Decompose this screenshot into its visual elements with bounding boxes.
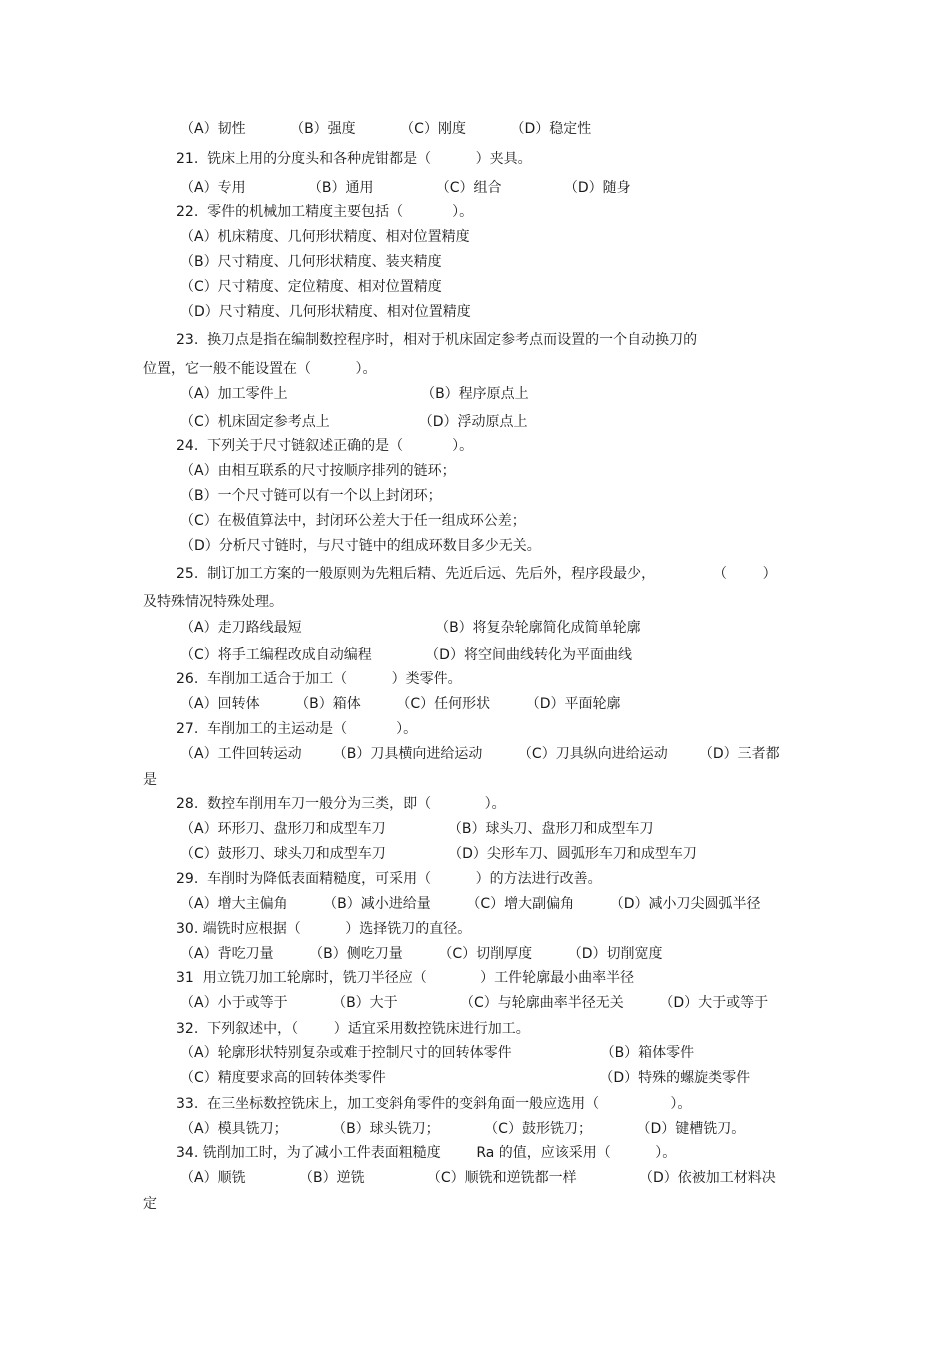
q33-question: 33. 在三坐标数控铣床上，加工变斜角零件的变斜角面一般应选用（ ）。 bbox=[176, 1096, 692, 1112]
q23-question: 23. 换刀点是指在编制数控程序时，相对于机床固定参考点而设置的一个自动换刀的 bbox=[176, 332, 698, 348]
q24-option-a: （A）由相互联系的尺寸按顺序排列的链环； bbox=[180, 463, 456, 479]
q30-question: 30. 端铣时应根据（ ）选择铣刀的直径。 bbox=[176, 921, 472, 937]
q28-options-ab: （A）环形刀、盘形刀和成型车刀 （B）球头刀、盘形刀和成型车刀 bbox=[180, 821, 654, 837]
q27-question: 27. 车削加工的主运动是（ ）。 bbox=[176, 721, 418, 737]
q21-question: 21. 铣床上用的分度头和各种虎钳都是（ ）夹具。 bbox=[176, 151, 532, 167]
q34-question: 34. 铣削加工时，为了减小工件表面粗糙度 Ra 的值，应该采用（ ）。 bbox=[176, 1145, 677, 1161]
q24-option-c: （C）在极值算法中，封闭环公差大于任一组成环公差； bbox=[180, 513, 526, 529]
q32-options-cd: （C）精度要求高的回转体类零件 （D）特殊的螺旋类零件 bbox=[180, 1070, 751, 1086]
q22-option-c: （C）尺寸精度、定位精度、相对位置精度 bbox=[180, 279, 442, 295]
q25-options-cd: （C）将手工编程改成自动编程 （D）将空间曲线转化为平面曲线 bbox=[180, 647, 632, 663]
q26-question: 26. 车削加工适合于加工（ ）类零件。 bbox=[176, 671, 462, 687]
q22-option-a: （A）机床精度、几何形状精度、相对位置精度 bbox=[180, 229, 470, 245]
q25-question: 25. 制订加工方案的一般原则为先粗后精、先近后远、先后外，程序段最少， （ ） bbox=[176, 566, 777, 582]
q22-option-d: （D）尺寸精度、几何形状精度、相对位置精度 bbox=[180, 304, 471, 320]
q27-options-cont: 是 bbox=[143, 772, 157, 788]
q21-options: （A）专用 （B）通用 （C）组合 （D）随身 bbox=[180, 180, 631, 196]
q34-options: （A）顺铣 （B）逆铣 （C）顺铣和逆铣都一样 （D）依被加工材料决 bbox=[180, 1170, 776, 1186]
q28-question: 28. 数控车削用车刀一般分为三类，即（ ）。 bbox=[176, 796, 506, 812]
q33-options: （A）模具铣刀； （B）球头铣刀； （C）鼓形铣刀； （D）键槽铣刀。 bbox=[180, 1121, 746, 1137]
q31-question: 31 用立铣刀加工轮廓时，铣刀半径应（ ）工件轮廓最小曲率半径 bbox=[176, 970, 635, 986]
q30-options: （A）背吃刀量 （B）侧吃刀量 （C）切削厚度 （D）切削宽度 bbox=[180, 946, 663, 962]
q32-question: 32. 下列叙述中，（ ）适宜采用数控铣床进行加工。 bbox=[176, 1021, 530, 1037]
q34-options-cont: 定 bbox=[143, 1196, 157, 1212]
q29-question: 29. 车削时为降低表面精糙度，可采用（ ）的方法进行改善。 bbox=[176, 871, 602, 887]
q24-option-b: （B）一个尺寸链可以有一个以上封闭环； bbox=[180, 488, 442, 504]
q25-options-ab: （A）走刀路线最短 （B）将复杂轮廓简化成简单轮廓 bbox=[180, 620, 641, 636]
q22-question: 22. 零件的机械加工精度主要包括（ ）。 bbox=[176, 204, 474, 220]
q31-options: （A）小于或等于 （B）大于 （C）与轮廓曲率半径无关 （D）大于或等于 bbox=[180, 995, 769, 1011]
q27-options: （A）工件回转运动 （B）刀具横向进给运动 （C）刀具纵向进给运动 （D）三者都 bbox=[180, 746, 780, 762]
q26-options: （A）回转体 （B）箱体 （C）任何形状 （D）平面轮廓 bbox=[180, 696, 621, 712]
q28-options-cd: （C）鼓形刀、球头刀和成型车刀 （D）尖形车刀、圆弧形车刀和成型车刀 bbox=[180, 846, 697, 862]
q23-options-cd: （C）机床固定参考点上 （D）浮动原点上 bbox=[180, 414, 528, 430]
q23-question-cont: 位置，它一般不能设置在（ ）。 bbox=[143, 361, 377, 377]
q24-option-d: （D）分析尺寸链时，与尺寸链中的组成环数目多少无关。 bbox=[180, 538, 541, 554]
q25-question-cont: 及特殊情况特殊处理。 bbox=[143, 594, 283, 610]
q20-options: （A）韧性 （B）强度 （C）刚度 （D）稳定性 bbox=[180, 121, 592, 137]
q32-options-ab: （A）轮廓形状特别复杂或难于控制尺寸的回转体零件 （B）箱体零件 bbox=[180, 1045, 695, 1061]
q22-option-b: （B）尺寸精度、几何形状精度、装夹精度 bbox=[180, 254, 442, 270]
q29-options: （A）增大主偏角 （B）减小进给量 （C）增大副偏角 （D）减小刀尖圆弧半径 bbox=[180, 896, 761, 912]
q24-question: 24. 下列关于尺寸链叙述正确的是（ ）。 bbox=[176, 438, 474, 454]
q23-options-ab: （A）加工零件上 （B）程序原点上 bbox=[180, 386, 529, 402]
